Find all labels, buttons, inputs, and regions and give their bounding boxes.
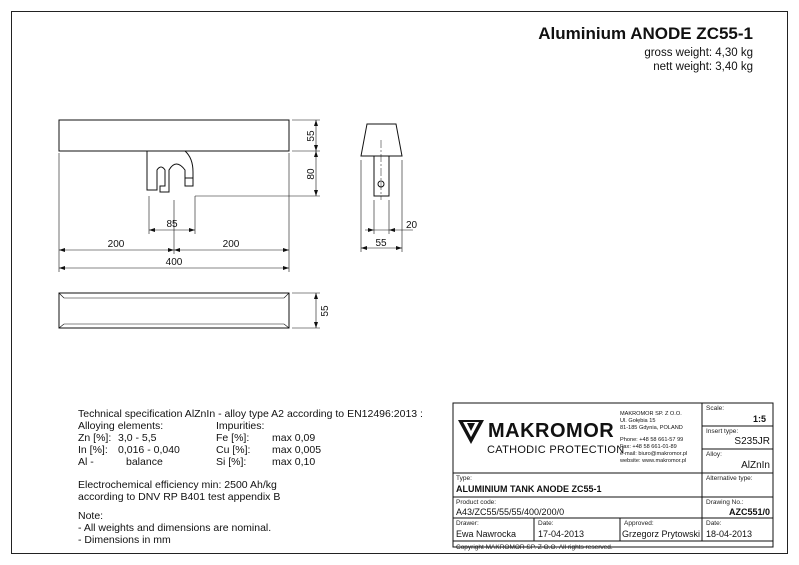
note-1: - All weights and dimensions are nominal. [78,522,272,534]
scale-label: Scale: [706,405,725,412]
anode-bar-front [59,120,289,151]
drawing-no-value: AZC551/0 [728,507,770,517]
note-heading: Note: [78,510,104,522]
insert-side-view [374,156,389,196]
alloy-value: AlZnIn [741,460,770,471]
product-code-value: A43/ZC55/55/55/400/200/0 [456,507,565,517]
type-value: ALUMINIUM TANK ANODE ZC55-1 [456,484,602,494]
dim-right-half: 200 [222,239,240,250]
spec-impval-fe: max 0,09 [272,432,316,444]
insert-value: S235JR [734,436,770,447]
scale-value: 1:5 [752,414,766,424]
alloy-label: Alloy: [706,451,722,458]
insert-label: Insert type: [706,428,739,435]
spec-imp-cu: Cu [%]: [216,444,251,456]
address-line: MAKROMOR SP. Z O.O. [620,411,682,417]
address-fax: Fax: +48 58 661-01-89 [620,444,677,450]
dim-hole-spacing: 85 [166,219,178,230]
address-email: e-mail: biuro@makromor.pl [620,451,688,457]
alt-type-label: Alternative type: [706,475,753,482]
approved-value: Grzegorz Prytowski [622,529,701,539]
spec-impval-si: max 0,10 [272,456,316,468]
drawer-value: Ewa Nawrocka [456,529,517,539]
address-line: Ul. Gołębia 15 [620,418,656,424]
dim-left-half: 200 [107,239,125,250]
note-2: - Dimensions in mm [78,534,171,546]
spec-imp-fe: Fe [%]: [216,432,250,444]
spec-impval-cu: max 0,005 [272,444,322,456]
drawer-label: Drawer: [456,520,479,527]
company-sub: CATHODIC PROTECTION [487,444,625,456]
address-website: website: www.makromor.pl [620,458,687,464]
impurities-label: Impurities: [216,420,265,432]
dim-top-height: 55 [306,130,317,142]
spec-val-zn: 3,0 - 5,5 [118,432,157,444]
date2-value: 18-04-2013 [706,529,753,539]
address-phone: Phone: +48 58 661-57 99 [620,437,684,443]
spec-imp-si: Si [%]: [216,456,247,468]
spec-val-al: balance [126,456,163,468]
efficiency-line-2: according to DNV RP B401 test appendix B [78,491,281,503]
spec-el-in: In [%]: [78,444,108,456]
spec-heading: Technical specification AlZnIn - alloy type A2 according to EN12496:2013 : [78,408,423,420]
type-label: Type: [456,475,472,482]
drawing-no-label: Drawing No.: [706,499,744,506]
date2-label: Date: [706,520,722,527]
makromor-logo-icon [458,420,484,444]
approved-label: Approved: [624,520,654,527]
hook-insert [147,151,193,192]
copyright: Copyright MAKROMOR SP. Z O.O. All rights reserved. [456,544,613,551]
company-name: MAKROMOR [488,420,615,442]
address-line: 81-185 Gdynia, POLAND [620,425,683,431]
product-code-label: Product code: [456,499,497,506]
spec-el-zn: Zn [%]: [78,432,112,444]
anode-side-view [361,124,402,156]
dim-hook-height: 80 [306,168,317,180]
dim-side-width: 55 [375,238,387,249]
company-address [620,411,687,465]
dim-side-small: 20 [406,220,418,231]
efficiency-line-1: Electrochemical efficiency min: 2500 Ah/kg [78,479,277,491]
drawing-title: Aluminium ANODE ZC55-1 [538,24,753,43]
nett-weight: nett weight: 3,40 kg [653,61,753,73]
gross-weight: gross weight: 4,30 kg [644,47,753,59]
date1-label: Date: [538,520,554,527]
dim-bottom-height: 55 [320,305,331,317]
alloying-label: Alloying elements: [78,420,164,432]
dim-total-length: 400 [165,257,183,268]
date1-value: 17-04-2013 [538,529,585,539]
spec-el-al: Al - [78,456,94,468]
spec-val-in: 0,016 - 0,040 [118,444,180,456]
